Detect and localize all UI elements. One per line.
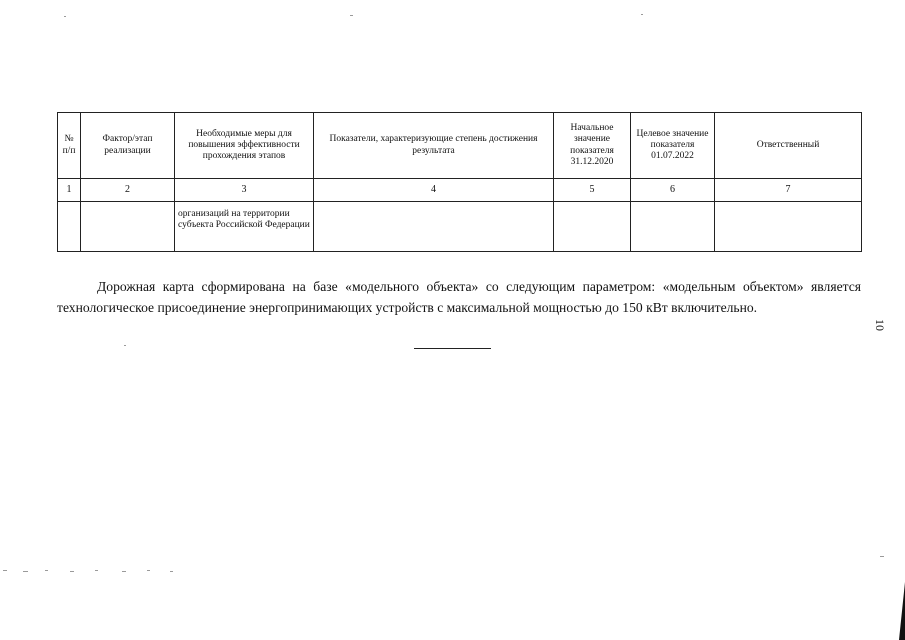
scan-speck: [64, 16, 66, 17]
table-cell: [81, 202, 175, 252]
scan-speck: [124, 345, 126, 346]
column-number: 5: [554, 179, 631, 202]
table-cell: [554, 202, 631, 252]
table-cell: [715, 202, 862, 252]
page-number: 10: [873, 319, 887, 331]
roadmap-note-paragraph: Дорожная карта сформирована на базе «модельного объекта» со следующим параметром: «модельным объектом» является технологическое присоединение энергопринимающих устройств с максимальной мощностью до 150 кВт включительно.: [57, 279, 861, 315]
table-cell: [58, 202, 81, 252]
table-cell: организаций на территории субъекта Российской Федерации: [175, 202, 314, 252]
scan-speck: [350, 15, 353, 16]
scan-speck: [3, 570, 7, 571]
header-target-value: Целевое значение показателя 01.07.2022: [631, 113, 715, 179]
table-cell: [631, 202, 715, 252]
scan-speck: [170, 571, 173, 572]
header-indicators: Показатели, характеризующие степень достижения результата: [314, 113, 554, 179]
column-number: 3: [175, 179, 314, 202]
scan-speck: [147, 570, 150, 571]
scan-speck: [70, 571, 74, 572]
scan-speck: [45, 570, 48, 571]
header-number: № п/п: [58, 113, 81, 179]
table-cell: [314, 202, 554, 252]
separator-line: [414, 348, 491, 349]
header-initial-value: Начальное значение показателя 31.12.2020: [554, 113, 631, 179]
header-measures: Необходимые меры для повышения эффективности прохождения этапов: [175, 113, 314, 179]
scan-speck: [641, 14, 643, 15]
column-number: 6: [631, 179, 715, 202]
column-number: 1: [58, 179, 81, 202]
roadmap-table: [57, 112, 862, 252]
scan-speck: [23, 571, 28, 572]
header-responsible: Ответственный: [715, 113, 862, 179]
scan-speck: [880, 556, 884, 557]
column-number: 2: [81, 179, 175, 202]
column-number: 7: [715, 179, 862, 202]
scan-speck: [122, 571, 126, 572]
table-header-row: [58, 113, 862, 179]
table-row: [58, 202, 862, 252]
header-factor-stage: Фактор/этап реализации: [81, 113, 175, 179]
scan-speck: [95, 570, 98, 571]
column-number-row: [58, 179, 862, 202]
scan-edge-mark: [899, 582, 905, 640]
column-number: 4: [314, 179, 554, 202]
